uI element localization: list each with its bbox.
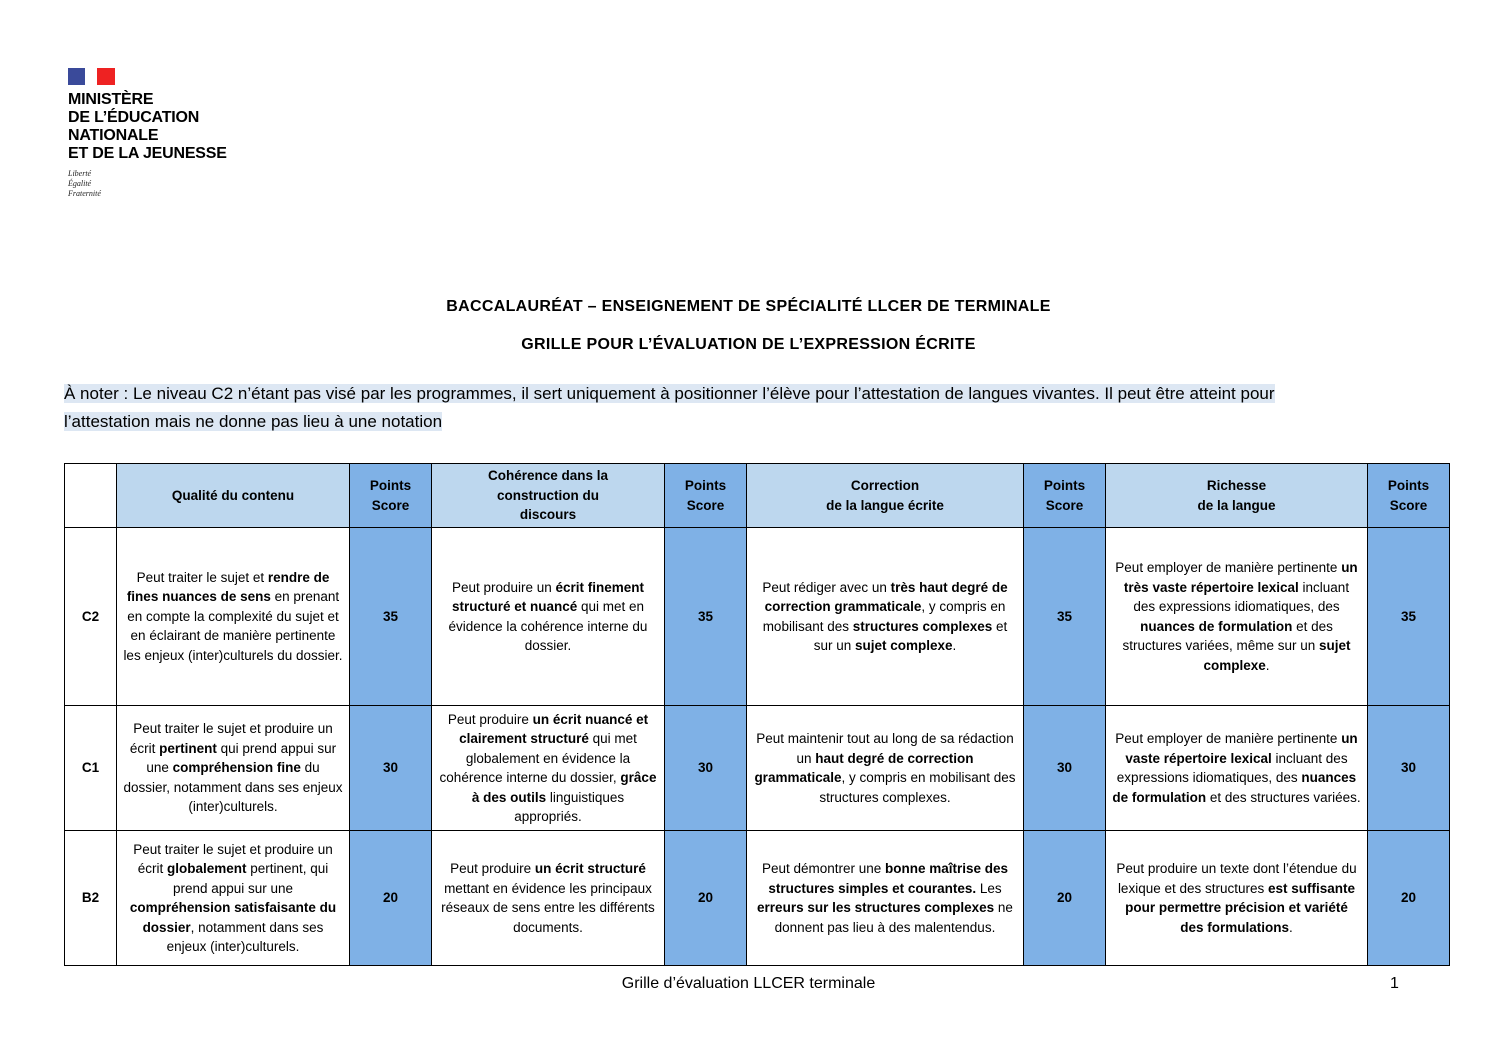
descriptor-emphasis: nuances de formulation (1140, 618, 1293, 634)
header-line: Points (684, 478, 727, 493)
descriptor-cell (747, 706, 1024, 831)
table-row-b2 (65, 831, 1450, 966)
descriptor-text: . (1289, 919, 1293, 935)
descriptor-text: Peut traiter le sujet et produire un écrit (133, 841, 333, 876)
descriptor-text: . (1265, 657, 1270, 673)
ministry-logo (68, 68, 268, 199)
ministry-name (68, 91, 268, 163)
header-qualite-contenu (117, 464, 350, 528)
descriptor-text: Peut traiter le sujet et (136, 569, 268, 585)
score-cell: 35 (1024, 528, 1106, 706)
descriptor-text: qui met globalement en évidence la cohérence interne du dossier, (439, 731, 637, 785)
descriptor-text: qui met en évidence la cohérence interne du dossier. (448, 599, 648, 653)
descriptor-text: Les (976, 880, 1002, 896)
descriptor-emphasis: un écrit structuré (534, 861, 646, 876)
descriptor-cell (747, 831, 1024, 966)
descriptor-text: du dossier, notamment dans ses enjeux (inter)culturels. (123, 760, 343, 815)
score-cell: 30 (665, 706, 747, 831)
header-line: Cohérence dans la (487, 468, 609, 484)
header-line: Correction (850, 478, 920, 493)
descriptor-text: , y compris en mobilisant des structures complexes. (819, 770, 1016, 805)
header-line: de la langue écrite (826, 497, 944, 513)
descriptor-text: et des structures variées. (1206, 789, 1361, 805)
footer-text: Grille d’évaluation LLCER terminale (621, 975, 876, 992)
descriptor-text: pertinent, qui prend appui sur une (172, 861, 329, 896)
table-row-c1 (65, 706, 1450, 831)
descriptor-emphasis: bonne maîtrise des structures simples et courantes. (768, 861, 1009, 896)
descriptor-text: mettant en évidence les principaux réseaux de sens entre les différents documents. (441, 880, 655, 935)
descriptor-text: incluant des expressions idiomatiques, des (1133, 579, 1350, 614)
score-cell: 30 (350, 706, 432, 831)
header-points-score (1368, 464, 1450, 528)
evaluation-grid (64, 463, 1450, 966)
score-cell: 20 (665, 831, 747, 966)
score-cell: 20 (1024, 831, 1106, 966)
descriptor-text: , notamment dans ses enjeux (inter)culturels. (166, 919, 324, 954)
descriptor-cell (1106, 831, 1368, 966)
motto-line: Liberté (68, 169, 92, 178)
motto-line: Égalité (68, 179, 92, 188)
ministry-line: MINISTÈRE (68, 91, 154, 108)
descriptor-emphasis: sujet complexe (854, 638, 953, 653)
header-line: Score (686, 497, 725, 513)
ministry-line: DE L’ÉDUCATION (68, 109, 200, 126)
descriptor-cell (117, 528, 350, 706)
descriptor-emphasis: nuances de formulation (1112, 770, 1357, 805)
header-line: construction du (497, 487, 599, 503)
note-line-1: À noter : Le niveau C2 n’étant pas visé par les programmes, il sert uniquement à positionner l’élève pour l’attestation de langues vivantes. Il peut être atteint pour (64, 384, 1275, 403)
descriptor-text: et des structures variées, même sur un (1122, 618, 1333, 653)
descriptor-text: et sur un (813, 618, 1008, 653)
descriptor-emphasis: structures complexes (852, 618, 993, 634)
header-line: Score (1045, 497, 1084, 513)
header-line: Score (371, 497, 410, 513)
header-line: Score (1389, 497, 1428, 513)
descriptor-emphasis: est suffisante pour permettre précision et variété des formulations (1125, 880, 1356, 935)
score-cell: 20 (1368, 831, 1450, 966)
score-cell: 20 (350, 831, 432, 966)
descriptor-cell (1106, 706, 1368, 831)
descriptor-text: Peut employer de manière pertinente (1115, 731, 1342, 746)
descriptor-text: incluant des expressions idiomatiques, des (1116, 750, 1348, 785)
descriptor-cell (117, 831, 350, 966)
descriptor-text: Peut produire un texte dont l’étendue du lexique et des structures (1116, 861, 1357, 896)
descriptor-cell (1106, 528, 1368, 706)
descriptor-emphasis: haut degré de correction grammaticale (754, 750, 974, 785)
descriptor-emphasis: grâce à des outils (471, 770, 657, 805)
note-line-2: l’attestation mais ne donne pas lieu à une notation (64, 412, 443, 431)
descriptor-text: Peut traiter le sujet et produire un écrit (129, 721, 333, 756)
score-cell: 30 (1368, 706, 1450, 831)
header-correction-langue (747, 464, 1024, 528)
descriptor-text: Peut maintenir tout au long de sa rédaction un (756, 731, 1014, 766)
descriptor-text: Peut produire (450, 861, 535, 876)
note-paragraph (64, 380, 1434, 436)
descriptor-text: Peut employer de manière pertinente (1115, 560, 1342, 575)
document-title: BACCALAURÉAT – ENSEIGNEMENT DE SPÉCIALITÉ LLCER DE TERMINALE (446, 298, 1051, 315)
descriptor-text: ne donnent pas lieu à des malentendus. (774, 900, 1013, 935)
descriptor-text: Peut démontrer une (761, 861, 886, 876)
french-flag-icon (68, 68, 115, 85)
motto (68, 169, 268, 199)
ministry-line: NATIONALE (68, 127, 159, 144)
descriptor-emphasis: écrit finement structuré et nuancé (451, 579, 645, 614)
descriptor-cell (432, 831, 665, 966)
level-label: B2 (65, 831, 117, 966)
descriptor-emphasis: un écrit nuancé et clairement structuré (459, 711, 649, 746)
descriptor-emphasis: compréhension fine (172, 760, 301, 776)
descriptor-text: linguistiques appropriés. (514, 789, 625, 824)
header-points-score (665, 464, 747, 528)
score-cell: 35 (665, 528, 747, 706)
header-line: Points (369, 478, 412, 493)
header-line: Richesse (1206, 478, 1267, 493)
descriptor-text: , y compris en mobilisant des (762, 599, 1006, 634)
descriptor-emphasis: erreurs sur les structures complexes (757, 900, 995, 915)
descriptor-emphasis: un très vaste répertoire lexical (1123, 560, 1358, 595)
descriptor-cell (432, 528, 665, 706)
descriptor-text: . (952, 638, 957, 653)
header-line: discours (519, 507, 577, 523)
descriptor-emphasis: compréhension satisfaisante du dossier (129, 900, 337, 935)
header-points-score (350, 464, 432, 528)
header-line: Qualité du contenu (171, 487, 295, 503)
motto-line: Fraternité (68, 189, 101, 198)
descriptor-text: qui prend appui sur une (146, 740, 337, 776)
descriptor-emphasis: globalement (166, 861, 247, 876)
descriptor-emphasis: pertinent (159, 740, 217, 756)
level-label: C1 (65, 706, 117, 831)
table-row-c2 (65, 528, 1450, 706)
descriptor-cell (432, 706, 665, 831)
descriptor-text: en prenant en compte la complexité du sujet et en éclairant de manière pertinente les enjeux (inter)culturels du dossier. (123, 589, 343, 663)
descriptor-emphasis: sujet complexe (1203, 638, 1351, 673)
score-cell: 35 (350, 528, 432, 706)
corner-cell (65, 464, 117, 528)
descriptor-text: Peut rédiger avec un (762, 579, 891, 595)
descriptor-emphasis: très haut degré de correction grammaticale (764, 579, 1008, 614)
header-points-score (1024, 464, 1106, 528)
descriptor-cell (117, 706, 350, 831)
descriptor-text: Peut produire (447, 711, 533, 727)
descriptor-text: Peut produire un (451, 579, 556, 595)
header-row (65, 464, 1450, 528)
descriptor-emphasis: rendre de fines nuances de sens (126, 569, 330, 605)
header-line: de la langue (1197, 497, 1276, 513)
level-label: C2 (65, 528, 117, 706)
header-coherence-discours (432, 464, 665, 528)
descriptor-cell (747, 528, 1024, 706)
header-line: Points (1387, 478, 1430, 493)
document-subtitle: GRILLE POUR L’ÉVALUATION DE L’EXPRESSION ÉCRITE (521, 336, 976, 353)
header-richesse-langue (1106, 464, 1368, 528)
descriptor-emphasis: un vaste répertoire lexical (1125, 731, 1358, 766)
ministry-line: ET DE LA JEUNESSE (68, 145, 227, 162)
score-cell: 30 (1024, 706, 1106, 831)
score-cell: 35 (1368, 528, 1450, 706)
header-line: Points (1043, 478, 1086, 493)
page-number: 1 (1390, 975, 1399, 992)
